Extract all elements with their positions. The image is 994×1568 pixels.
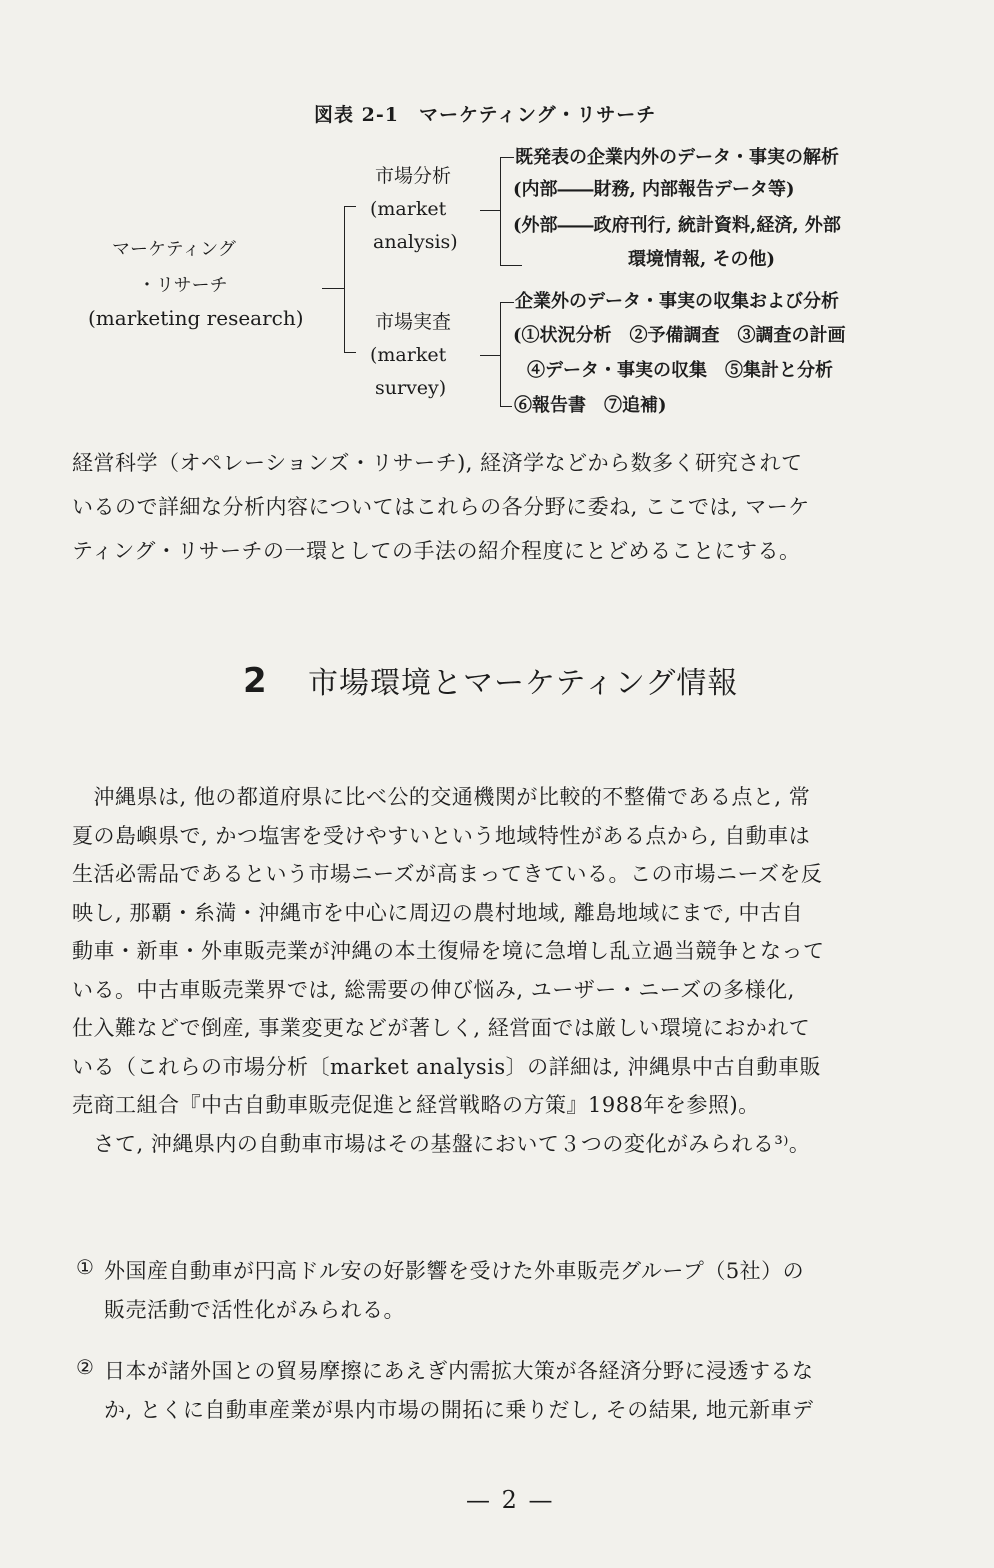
list-item [104, 1352, 974, 1429]
survey-label-line2: (market [370, 344, 447, 366]
analysis-item-2: (内部――財務, 内部報告データ等) [513, 179, 795, 200]
survey-bracket [500, 302, 501, 406]
list-item-line: 日本が諸外国との貿易摩擦にあえぎ内需拡大策が各経済分野に浸透するな [104, 1359, 814, 1383]
survey-item-3: ④データ・事実の収集 ⑤集計と分析 [527, 360, 833, 381]
survey-bracket-bottom [500, 406, 512, 407]
intro-line: いるので詳細な分析内容についてはこれらの各分野に委ね, ここでは, マーケ [72, 495, 810, 519]
section-number: 2 [243, 661, 267, 701]
body-line: 仕入難などで倒産, 事業変更などが著しく, 経営面では厳しい環境におかれて [72, 1016, 811, 1040]
section-title: 市場環境とマーケティング情報 [308, 666, 739, 701]
analysis-item-1: 既発表の企業内外のデータ・事実の解析 [515, 147, 839, 168]
body-line: 生活必需品であるという市場ニーズが高まってきている。この市場ニーズを反 [72, 862, 823, 886]
intro-line: ティング・リサーチの一環としての手法の紹介程度にとどめることにする。 [72, 539, 801, 563]
main-bracket-bottom [344, 352, 356, 353]
body-paragraph [72, 778, 972, 1163]
list-item [104, 1252, 974, 1329]
body-line: いる。中古車販売業界では, 総需要の伸び悩み, ユーザー・ニーズの多様化, [72, 977, 795, 1002]
analysis-label-line2: (market [370, 198, 447, 220]
intro-paragraph [72, 441, 972, 573]
analysis-label-line3: analysis) [373, 231, 458, 253]
root-label-line2: ・リサーチ [138, 275, 228, 296]
body-line: さて, 沖縄県内の自動車市場はその基盤において３つの変化がみられる³⁾。 [72, 1131, 811, 1156]
analysis-label-line1: 市場分析 [375, 165, 452, 187]
intro-line: 経営科学（オペレーションズ・リサーチ), 経済学などから数多く研究されて [72, 451, 803, 475]
survey-label-line1: 市場実査 [375, 311, 452, 333]
survey-item-1: 企業外のデータ・事実の収集および分析 [515, 291, 839, 312]
body-line: 映し, 那覇・糸満・沖縄市を中心に周辺の農村地域, 離島地域にまで, 中古自 [72, 900, 804, 925]
analysis-bracket [500, 157, 501, 265]
page-number: — 2 — [466, 1486, 555, 1514]
root-label-line1: マーケティング [112, 239, 236, 260]
survey-bracket-top [500, 302, 514, 303]
list-item-number: ① [76, 1255, 94, 1279]
survey-label-line3: survey) [375, 377, 447, 399]
analysis-item-4: 環境情報, その他) [628, 249, 776, 270]
body-line: 沖縄県は, 他の都道府県に比べ公的交通機関が比較的不整備である点と, 常 [72, 785, 811, 809]
list-item-line: 外国産自動車が円高ドル安の好影響を受けた外車販売グループ（5社）の [104, 1259, 805, 1283]
list-item-line: 販売活動で活性化がみられる。 [104, 1297, 405, 1322]
main-bracket [344, 206, 345, 352]
list-item-line: か, とくに自動車産業が県内市場の開拓に乗りだし, その結果, 地元新車デ [104, 1397, 814, 1422]
root-label-line3: (marketing research) [88, 306, 304, 330]
body-line: 夏の島嶼県で, かつ塩害を受けやすいという地域特性がある点から, 自動車は [72, 823, 811, 848]
body-line: 動車・新車・外車販売業が沖縄の本土復帰を境に急増し乱立過当競争となって [72, 939, 825, 963]
analysis-item-3: (外部――政府刊行, 統計資料,経済, 外部 [513, 215, 841, 236]
list-item-number: ② [76, 1355, 94, 1379]
survey-connector [480, 355, 500, 356]
survey-item-4: ⑥報告書 ⑦追補) [514, 395, 667, 416]
main-bracket-top [344, 206, 356, 207]
root-connector [322, 288, 344, 289]
body-line: 売商工組合『中古自動車販売促進と経営戦略の方策』1988年を参照)。 [72, 1093, 760, 1117]
body-line: いる（これらの市場分析〔market analysis〕の詳細は, 沖縄県中古自動車販 [72, 1054, 822, 1079]
analysis-connector [480, 210, 500, 211]
analysis-bracket-bottom [500, 265, 522, 266]
analysis-bracket-top [500, 157, 514, 158]
survey-item-2: (①状況分析 ②予備調査 ③調査の計画 [513, 325, 846, 346]
figure-title: 図表 2-1 マーケティング・リサーチ [314, 104, 657, 126]
